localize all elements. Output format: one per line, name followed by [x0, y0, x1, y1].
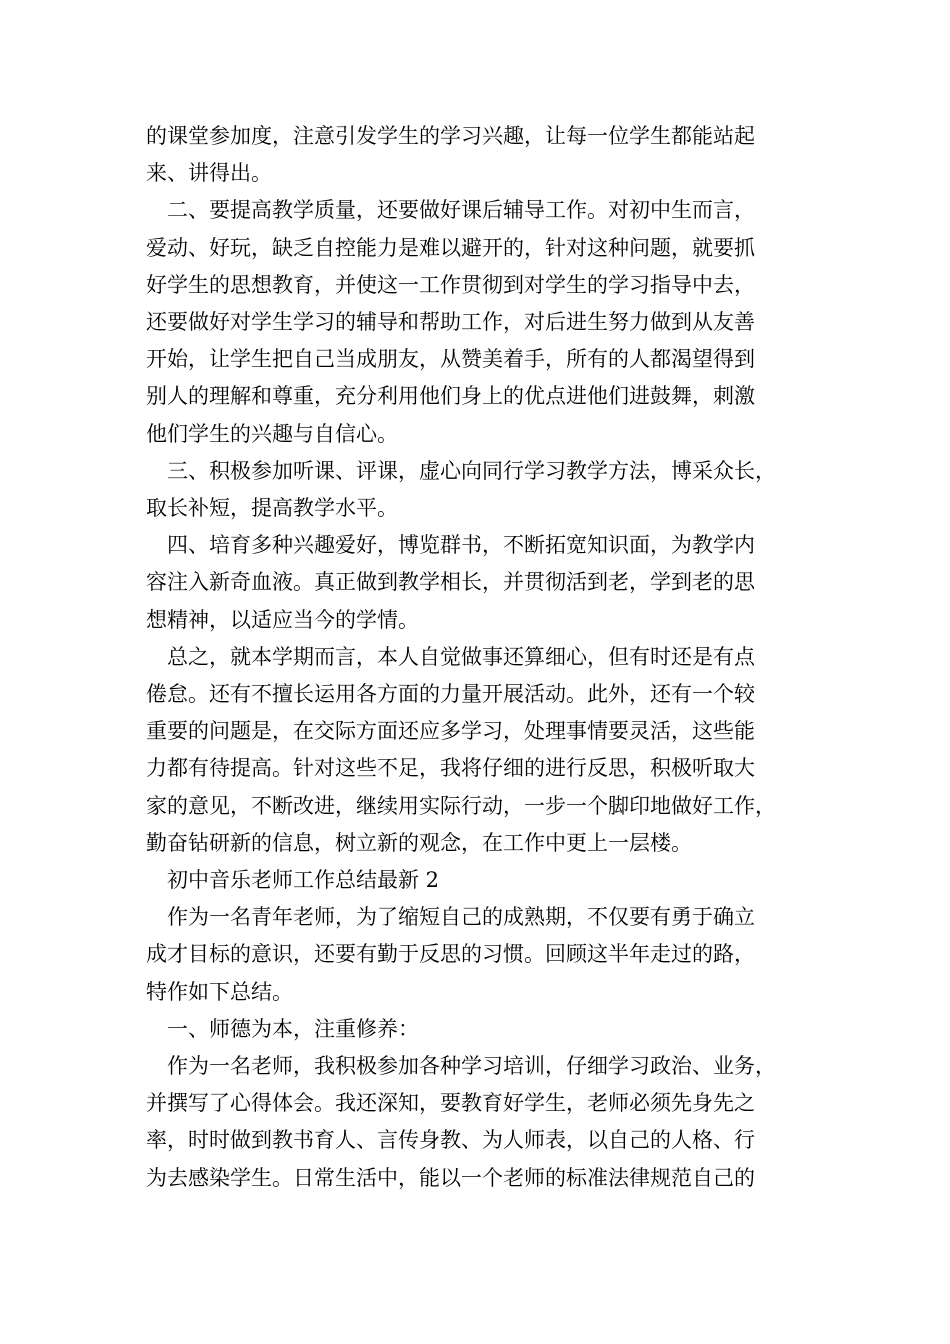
text-line: 一、师德为本，注重修养：	[167, 1016, 419, 1041]
text-line: 爱动、好玩，缺乏自控能力是难以避开的，针对这种问题，就要抓	[146, 235, 755, 260]
text-line: 三、积极参加听课、评课，虚心向同行学习教学方法，博采众长，	[167, 458, 776, 483]
text-line: 倦怠。还有不擅长运用各方面的力量开展活动。此外，还有一个较	[146, 682, 755, 707]
document-body	[146, 118, 808, 1197]
text-line: 开始，让学生把自己当成朋友，从赞美着手，所有的人都渴望得到	[146, 347, 755, 372]
text-line: 想精神，以适应当今的学情。	[146, 607, 419, 632]
text-line: 成才目标的意识，还要有勤于反思的习惯。回顾这半年走过的路，	[146, 942, 755, 967]
text-line: 容注入新奇血液。真正做到教学相长，并贯彻活到老，学到老的思	[146, 570, 755, 595]
text-line: 勤奋钻研新的信息，树立新的观念，在工作中更上一层楼。	[146, 830, 692, 855]
text-line: 的课堂参加度，注意引发学生的学习兴趣，让每一位学生都能站起	[146, 124, 755, 148]
text-line: 别人的理解和尊重，充分利用他们身上的优点进他们进鼓舞，刺激	[146, 384, 755, 409]
text-line: 还要做好对学生学习的辅导和帮助工作，对后进生努力做到从友善	[146, 310, 755, 335]
text-line: 取长补短，提高教学水平。	[146, 496, 398, 521]
text-line: 总之，就本学期而言，本人自觉做事还算细心，但有时还是有点	[167, 644, 755, 669]
text-line: 并撰写了心得体会。我还深知，要教育好学生，老师必须先身先之	[146, 1091, 755, 1116]
text-line: 他们学生的兴趣与自信心。	[146, 421, 398, 446]
text-line: 重要的问题是，在交际方面还应多学习，处理事情要灵活，这些能	[146, 719, 755, 744]
text-line: 二、要提高教学质量，还要做好课后辅导工作。对初中生而言，	[167, 198, 755, 223]
text-line: 作为一名老师，我积极参加各种学习培训，仔细学习政治、业务，	[167, 1054, 776, 1079]
text-line: 为去感染学生。日常生活中，能以一个老师的标准法律规范自己的	[146, 1165, 755, 1190]
text-line: 特作如下总结。	[146, 979, 293, 1004]
text-line: 力都有待提高。针对这些不足，我将仔细的进行反思，积极听取大	[146, 756, 755, 781]
text-line: 来、讲得出。	[146, 161, 272, 186]
text-line: 率，时时做到教书育人、言传身教、为人师表，以自己的人格、行	[146, 1128, 755, 1153]
text-line: 家的意见，不断改进，继续用实际行动，一步一个脚印地做好工作，	[146, 793, 776, 818]
text-line: 作为一名青年老师，为了缩短自己的成熟期，不仅要有勇于确立	[167, 905, 755, 930]
text-line: 初中音乐老师工作总结最新 2	[167, 868, 440, 893]
text-line: 四、培育多种兴趣爱好，博览群书，不断拓宽知识面，为教学内	[167, 533, 755, 558]
text-line: 好学生的思想教育，并使这一工作贯彻到对学生的学习指导中去，	[146, 272, 755, 297]
